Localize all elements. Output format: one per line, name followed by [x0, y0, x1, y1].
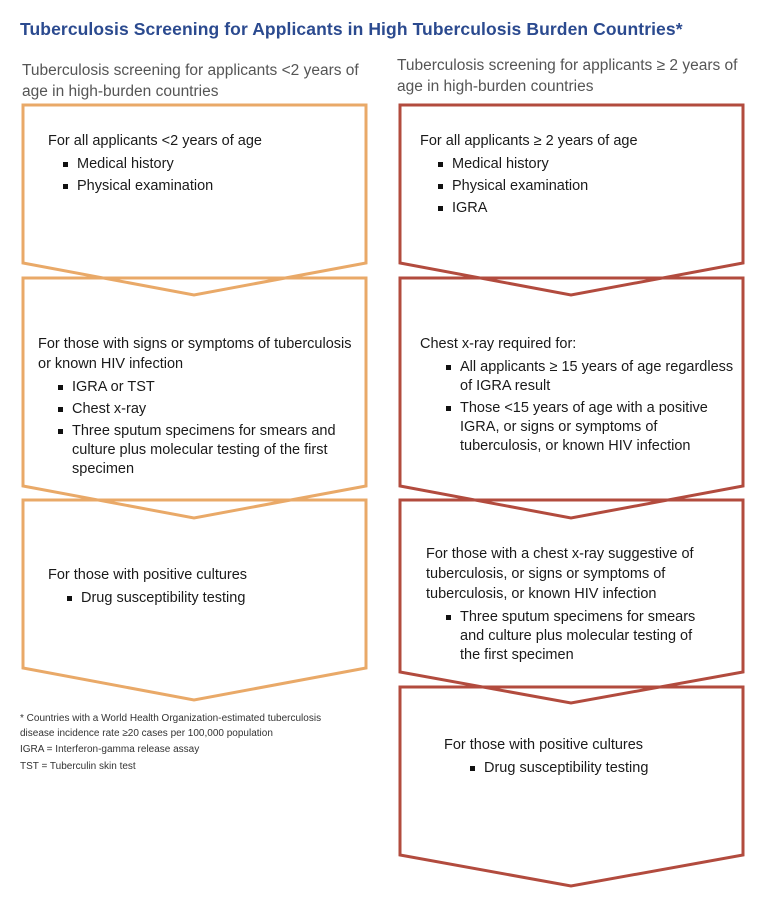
- list-item: Physical examination: [62, 177, 348, 196]
- footnote-who: * Countries with a World Health Organization-estimated tuberculosis disease incidence rate ≥20 cases per 100,000 population: [20, 713, 322, 739]
- list-item: Three sputum specimens for smears and culture plus molecular testing of the first specimen: [445, 608, 710, 665]
- list-item: Chest x-ray: [57, 400, 337, 419]
- list-item: Drug susceptibility testing: [469, 759, 724, 778]
- right-box-3-heading: For those with a chest x-ray suggestive of tuberculosis, or signs or symptoms of tuberculosis, or known HIV infection: [426, 546, 694, 602]
- right-box-2-heading: Chest x-ray required for:: [420, 336, 577, 352]
- figure-title: Tuberculosis Screening for Applicants in High Tuberculosis Burden Countries*: [20, 19, 683, 39]
- left-box-2: [38, 334, 363, 482]
- right-box-1-list: [437, 155, 730, 218]
- left-box-2-list: [57, 378, 337, 479]
- left-box-3-list: [66, 589, 348, 608]
- list-item: All applicants ≥ 15 years of age regardless of IGRA result: [445, 358, 735, 396]
- list-item: Medical history: [62, 155, 348, 174]
- right-box-1: [420, 131, 730, 221]
- list-item: Three sputum specimens for smears and culture plus molecular testing of the first specimen: [57, 422, 337, 479]
- list-item: IGRA or TST: [57, 378, 337, 397]
- right-box-2-list: [445, 358, 735, 456]
- list-item: Those <15 years of age with a positive IGRA, or signs or symptoms of tuberculosis, or known HIV infection: [445, 399, 735, 456]
- left-box-2-heading: For those with signs or symptoms of tuberculosis or known HIV infection: [38, 336, 352, 372]
- right-box-1-heading: For all applicants ≥ 2 years of age: [420, 133, 638, 149]
- footnote-igra: IGRA = Interferon-gamma release assay: [20, 744, 200, 755]
- list-item: Physical examination: [437, 177, 730, 196]
- left-box-1-heading: For all applicants <2 years of age: [48, 133, 262, 149]
- left-box-1-list: [62, 155, 348, 196]
- right-chevron-4: [400, 687, 743, 886]
- left-box-3-heading: For those with positive cultures: [48, 567, 248, 583]
- right-box-2: [420, 334, 735, 459]
- right-box-3-list: [445, 608, 710, 665]
- right-column-heading: Tuberculosis screening for applicants ≥ 2 years of age in high-burden countries: [397, 57, 738, 95]
- right-box-4-heading: For those with positive cultures: [444, 737, 644, 753]
- footnotes: [20, 712, 350, 776]
- right-box-3: [426, 544, 726, 668]
- list-item: Medical history: [437, 155, 730, 174]
- list-item: Drug susceptibility testing: [66, 589, 348, 608]
- right-box-4: [444, 735, 724, 781]
- left-box-1: [48, 131, 348, 199]
- footnote-tst: TST = Tuberculin skin test: [20, 760, 136, 772]
- left-column-heading: Tuberculosis screening for applicants <2 years of age in high-burden countries: [22, 62, 359, 100]
- list-item: IGRA: [437, 199, 730, 218]
- right-box-4-list: [469, 759, 724, 778]
- left-box-3: [48, 565, 348, 611]
